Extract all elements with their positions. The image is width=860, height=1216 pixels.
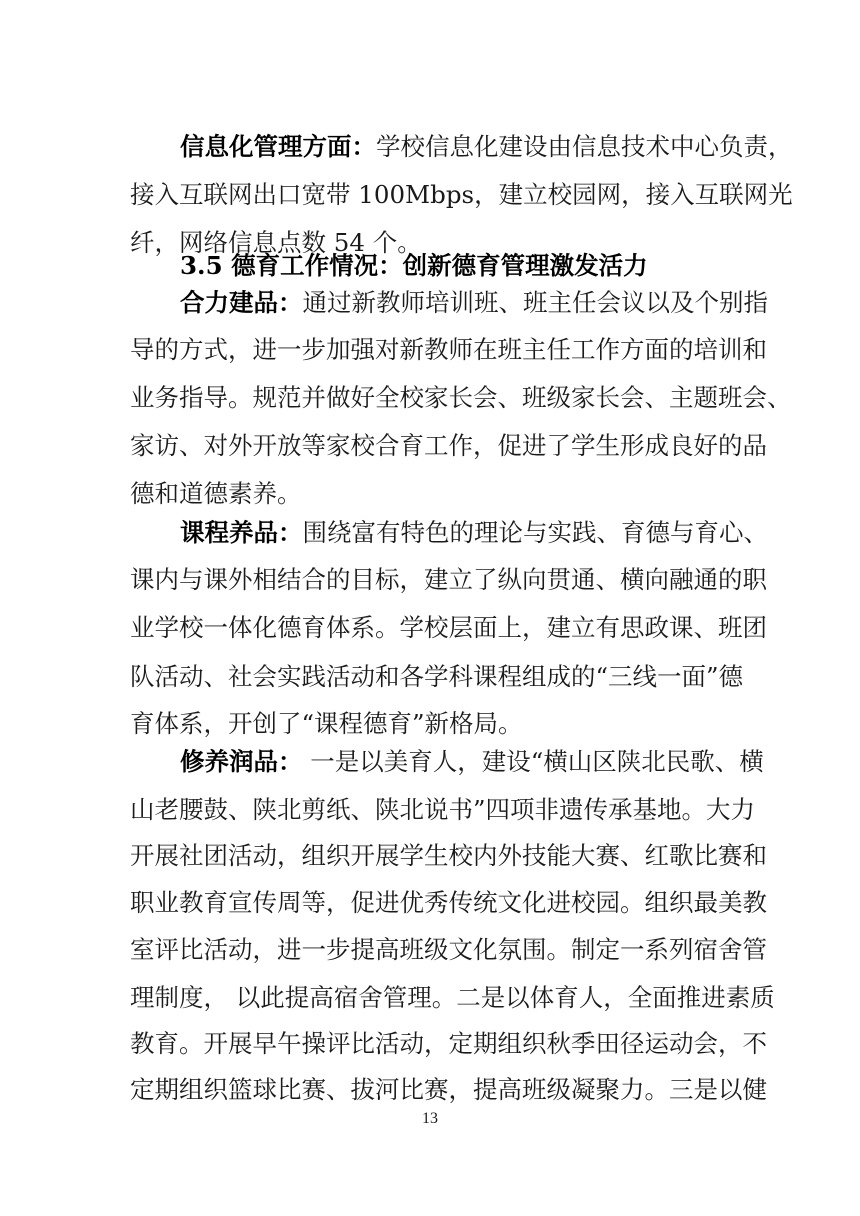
text-line: 定期组织篮球比赛、拔河比赛，提高班级凝聚力。三是以健 xyxy=(130,1075,767,1104)
text-line: 开展社团活动，组织开展学生校内外技能大赛、红歌比赛和 xyxy=(130,841,767,870)
line-text: 学校信息化建设由信息技术中心负责， xyxy=(376,132,793,161)
text-line: 业学校一体化德育体系。学校层面上，建立有思政课、班团 xyxy=(130,613,767,642)
text-line: 队活动、社会实践活动和各学科课程组成的“三线一面”德 xyxy=(130,662,744,691)
text-line: 导的方式，进一步加强对新教师在班主任工作方面的培训和 xyxy=(130,335,767,364)
line-text: 一是以美育人，建设“横山区陕北民歌、横 xyxy=(302,747,764,776)
text-line: 业务指导。规范并做好全校家长会、班级家长会、主题班会、 xyxy=(130,383,792,412)
page-number: 13 xyxy=(422,1110,438,1127)
text-line: 家访、对外开放等家校合育工作，促进了学生形成良好的品 xyxy=(130,431,767,460)
paragraph-lead: 修养润品： xyxy=(180,747,303,776)
paragraph-lead: 合力建品： xyxy=(180,288,303,317)
text-line: 纤，网络信息点数 54 个。 xyxy=(130,228,422,257)
text-line: 接入互联网出口宽带 100Mbps，建立校园网，接入互联网光 xyxy=(130,180,793,209)
text-line xyxy=(180,288,768,318)
text-line: 理制度， 以此提高宿舍管理。二是以体育人，全面推进素质 xyxy=(130,983,775,1012)
text-line: 山老腰鼓、陕北剪纸、陕北说书”四项非遗传承基地。大力 xyxy=(130,795,756,824)
text-line xyxy=(180,518,768,548)
text-line: 课内与课外相结合的目标，建立了纵向贯通、横向融通的职 xyxy=(130,565,767,594)
line-text: 围绕富有特色的理论与实践、育德与育心、 xyxy=(302,518,768,547)
paragraph-lead: 课程养品： xyxy=(180,518,303,547)
line-text: 通过新教师培训班、班主任会议以及个别指 xyxy=(302,288,768,317)
section-heading: 3.5 德育工作情况：创新德育管理激发活力 xyxy=(180,251,648,280)
text-line: 育体系，开创了“课程德育”新格局。 xyxy=(130,709,523,738)
text-line: 职业教育宣传周等，促进优秀传统文化进校园。组织最美教 xyxy=(130,888,767,917)
text-line xyxy=(180,132,793,162)
text-line: 德和道德素养。 xyxy=(130,479,302,508)
text-line xyxy=(180,747,764,777)
paragraph-lead: 信息化管理方面： xyxy=(180,132,376,161)
text-line: 室评比活动，进一步提高班级文化氛围。制定一系列宿舍管 xyxy=(130,935,767,964)
text-line: 教育。开展早午操评比活动，定期组织秋季田径运动会，不 xyxy=(130,1029,767,1058)
